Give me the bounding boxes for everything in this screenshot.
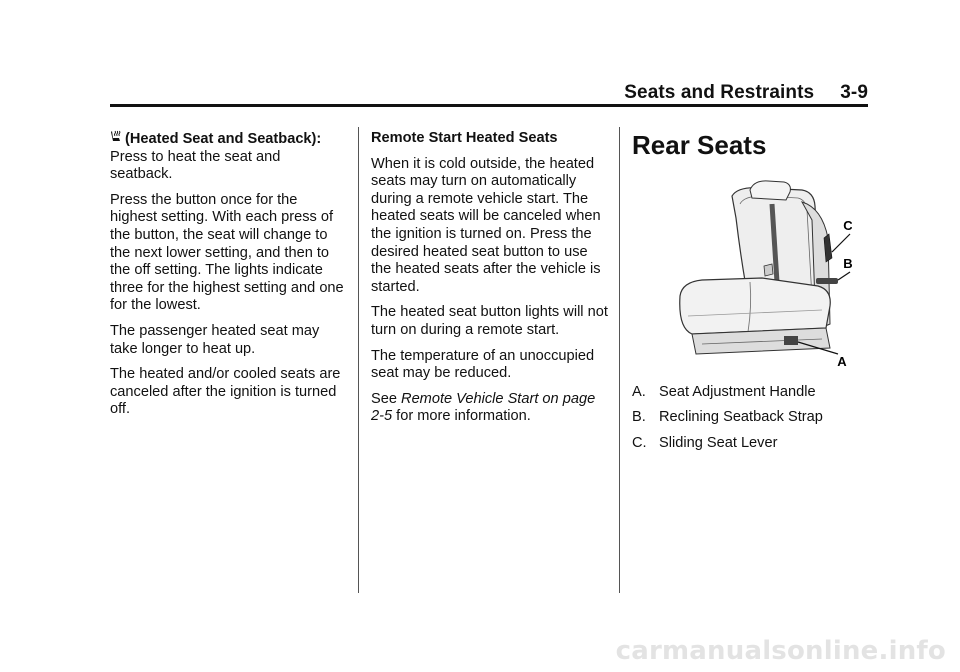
callout-a: A <box>837 354 847 368</box>
callout-c: C <box>843 218 852 233</box>
heated-seat-title: (Heated Seat and Seatback): <box>125 131 322 147</box>
caption-letter: C. <box>632 434 647 451</box>
caption-item <box>632 384 872 402</box>
subsection-title: Remote Start Heated Seats <box>371 130 558 146</box>
header-rule <box>110 104 868 107</box>
page-number: 3-9 <box>840 82 868 103</box>
caption-letter: A. <box>632 383 646 400</box>
paragraph: The passenger heated seat may take longer to heat up. <box>110 322 320 357</box>
heated-seat-desc: Press to heat the seat and seatback. <box>110 148 281 183</box>
cross-reference <box>371 391 611 426</box>
section-heading: Rear Seats <box>632 130 767 160</box>
paragraph: When it is cold outside, the heated seats may turn on automatically during a remote vehicle start. The heated seats will be canceled when the ignition is turned on. Press the desired heated seat button to use the heated seats after the vehicle is started. <box>371 155 601 295</box>
heated-seat-icon <box>110 130 122 144</box>
caption-item <box>632 409 872 427</box>
reference-link[interactable]: Remote Vehicle Start on page 2-5 <box>371 390 596 425</box>
caption-text: Seat Adjustment Handle <box>659 383 816 400</box>
caption-text: Sliding Seat Lever <box>659 434 778 451</box>
page-header <box>110 82 868 104</box>
rear-seat-illustration <box>652 178 852 368</box>
callout-b: B <box>843 256 852 271</box>
paragraph: Press the button once for the highest setting. With each press of the button, the seat will change to the next lower setting, and then to the off setting. The lights indicate three for the highest setting and one for the lowest. <box>110 191 344 314</box>
column-divider <box>358 127 359 593</box>
section-title: Seats and Restraints <box>624 82 815 103</box>
caption-text: Reclining Seatback Strap <box>659 409 823 426</box>
column-3 <box>632 130 872 460</box>
watermark: carmanualsonline.info <box>615 636 946 666</box>
paragraph: The temperature of an unoccupied seat may be reduced. <box>371 347 595 382</box>
caption-letter: B. <box>632 409 646 426</box>
column-2 <box>371 130 611 434</box>
see-suffix: for more information. <box>392 408 531 425</box>
see-prefix: See <box>371 390 402 407</box>
column-divider <box>619 127 620 593</box>
paragraph: The heated seat button lights will not turn on during a remote start. <box>371 304 608 338</box>
paragraph: The heated and/or cooled seats are canceled after the ignition is turned off. <box>110 366 341 418</box>
column-1 <box>110 130 346 427</box>
caption-item <box>632 435 872 453</box>
heated-seat-paragraph <box>110 130 346 184</box>
